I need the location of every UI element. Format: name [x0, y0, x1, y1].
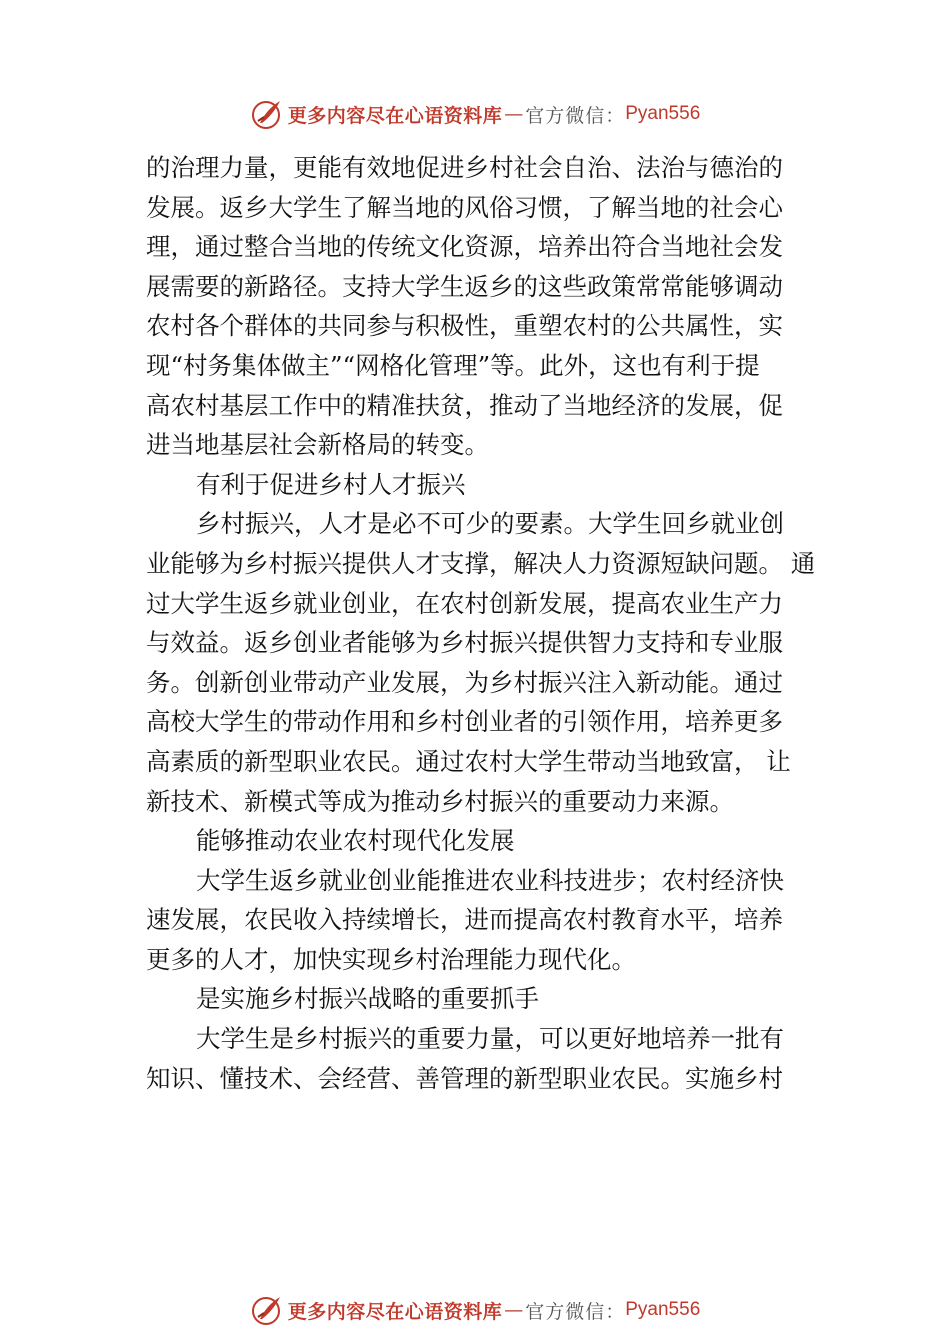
- body-line: 知识、懂技术、会经营、善管理的新型职业农民。实施乡村: [146, 1063, 783, 1093]
- body-line: 更多的人才，加快实现乡村治理能力现代化。: [146, 944, 636, 974]
- body-line: 业能够为乡村振兴提供人才支撑，解决人力资源短缺问题。 通: [146, 548, 816, 578]
- body-line: 高农村基层工作中的精准扶贫，推动了当地经济的发展，促: [146, 390, 783, 420]
- body-line: 展需要的新路径。支持大学生返乡的这些政策常常能够调动: [146, 271, 783, 301]
- banner-main-text: 更多内容尽在心语资料库: [287, 1300, 503, 1323]
- section-heading: 有利于促进乡村人才振兴: [196, 469, 466, 499]
- section-heading: 能够推动农业农村现代化发展: [196, 826, 515, 856]
- body-line: 新技术、新模式等成为推动乡村振兴的重要动力来源。: [146, 786, 734, 816]
- header-banner: [0, 94, 950, 134]
- banner-main-text: 更多内容尽在心语资料库: [287, 104, 503, 127]
- body-line: 高素质的新型职业农民。通过农村大学生带动当地致富， 让: [146, 746, 791, 776]
- quill-logo-icon: [250, 97, 284, 131]
- banner-separator: —: [504, 103, 524, 125]
- body-line: 大学生返乡就业创业能推进农业科技进步；农村经济快: [196, 865, 784, 895]
- body-line: 的治理力量，更能有效地促进乡村社会自治、法治与德治的: [146, 153, 783, 182]
- body-line: 进当地基层社会新格局的转变。: [146, 430, 489, 460]
- banner-sub-text: 官方微信：: [525, 104, 626, 127]
- body-line: 大学生是乡村振兴的重要力量，可以更好地培养一批有: [196, 1024, 784, 1054]
- body-line: 发展。返乡大学生了解当地的风俗习惯，了解当地的社会心: [146, 192, 783, 222]
- body-line: 速发展，农民收入持续增长，进而提高农村教育水平，培养: [146, 905, 783, 935]
- body-line: 农村各个群体的共同参与积极性，重塑农村的公共属性，实: [146, 311, 783, 341]
- body-line: 与效益。返乡创业者能够为乡村振兴提供智力支持和专业服: [146, 628, 783, 658]
- footer-banner: [0, 1290, 950, 1330]
- document-body: [146, 148, 826, 1098]
- body-line: 理，通过整合当地的传统文化资源，培养出符合当地社会发: [146, 232, 783, 262]
- banner-sub-text: 官方微信：: [525, 1300, 626, 1323]
- banner-wechat-id: Pyan556: [625, 103, 701, 124]
- body-line: 高校大学生的带动作用和乡村创业者的引领作用，培养更多: [146, 707, 783, 737]
- section-heading: 是实施乡村振兴战略的重要抓手: [196, 984, 539, 1014]
- body-line: 过大学生返乡就业创业，在农村创新发展，提高农业生产力: [146, 588, 783, 618]
- body-line: 乡村振兴，人才是必不可少的要素。大学生回乡就业创: [196, 509, 784, 539]
- quill-logo-icon: [250, 1293, 284, 1327]
- body-line: 务。创新创业带动产业发展，为乡村振兴注入新动能。通过: [146, 667, 783, 697]
- banner-wechat-id: Pyan556: [625, 1299, 701, 1320]
- banner-separator: —: [504, 1299, 524, 1321]
- body-line: 现“村务集体做主”“网格化管理”等。此外，这也有利于提: [146, 350, 760, 380]
